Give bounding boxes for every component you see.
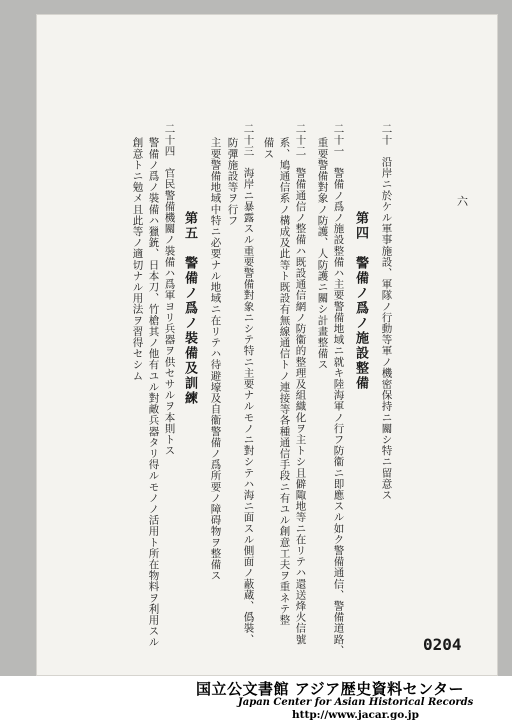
text-column: 備ス xyxy=(262,137,275,160)
document-page xyxy=(36,14,498,676)
text-column: 系、鳩通信系ノ構成及此等ト既設有無線通信トノ連接等各種通信手段ニ有ユル創意工夫ヲ重ネテ整 xyxy=(278,137,291,626)
text-column: 主要警備地域中特ニ必要ナル地域ニ在リテハ待避壕及自衞警備ノ爲所要ノ障碍物ヲ整備ス xyxy=(209,137,222,581)
archive-name-jp: 国立公文書館 アジア歴史資料センター xyxy=(196,680,465,698)
page-number: 六 xyxy=(457,195,468,208)
archive-footer xyxy=(0,676,512,723)
text-column: 防彈施設等ヲ行フ xyxy=(226,137,239,226)
stamp-number: 0204 xyxy=(423,635,462,654)
section-heading: 第四 警備ノ爲ノ施設整備 xyxy=(353,211,368,391)
section-heading: 第五 警備ノ爲ノ裝備及訓練 xyxy=(182,211,197,406)
archive-name-en: Japan Center for Asian Historical Records xyxy=(238,697,474,708)
text-column: 二十 沿岸ニ於ケル軍事施設、軍隊ノ行動等軍ノ機密保持ニ關シ特ニ留意ス xyxy=(380,123,393,501)
text-column: 二十四 官民警備機關ノ裝備ハ爲軍ヨリ兵器ヲ供セサルヲ本則トス xyxy=(163,123,176,456)
archive-url[interactable]: http://www.jacar.go.jp xyxy=(292,709,419,721)
text-column: 二十一 警備ノ爲ノ施設整備ハ主要警備地域ニ就キ陸海軍ノ行フ防衞ニ即應スル如ク警備通信、警備道路、 xyxy=(332,123,345,656)
text-column: 二十三 海岸ニ暴露スル重要警備對象ニシテ特ニ主要ナルモノニ對シテハ海ニ面スル側面ノ蔽蔵、僞裝、 xyxy=(242,123,255,645)
text-column: 二十二 警備通信ノ整備ハ既設通信網ノ防衞的整理及組織化ヲ主トシ且僻陬地等ニ在リテハ還送烽火信號 xyxy=(294,123,307,645)
text-column: 重要警備對象ノ防護、人防護ニ關シ計畫整備ス xyxy=(316,137,329,371)
text-column: 警備ノ爲ノ裝備ハ獵銃、日本刀、竹槍其ノ他有ユル對敵兵器タリ得ルモノノ活用ト所在物料ヲ利用スル xyxy=(147,137,160,648)
text-column: 創意トニ勉メ且此等ノ適切ナル用法ヲ習得セシム xyxy=(131,137,144,382)
